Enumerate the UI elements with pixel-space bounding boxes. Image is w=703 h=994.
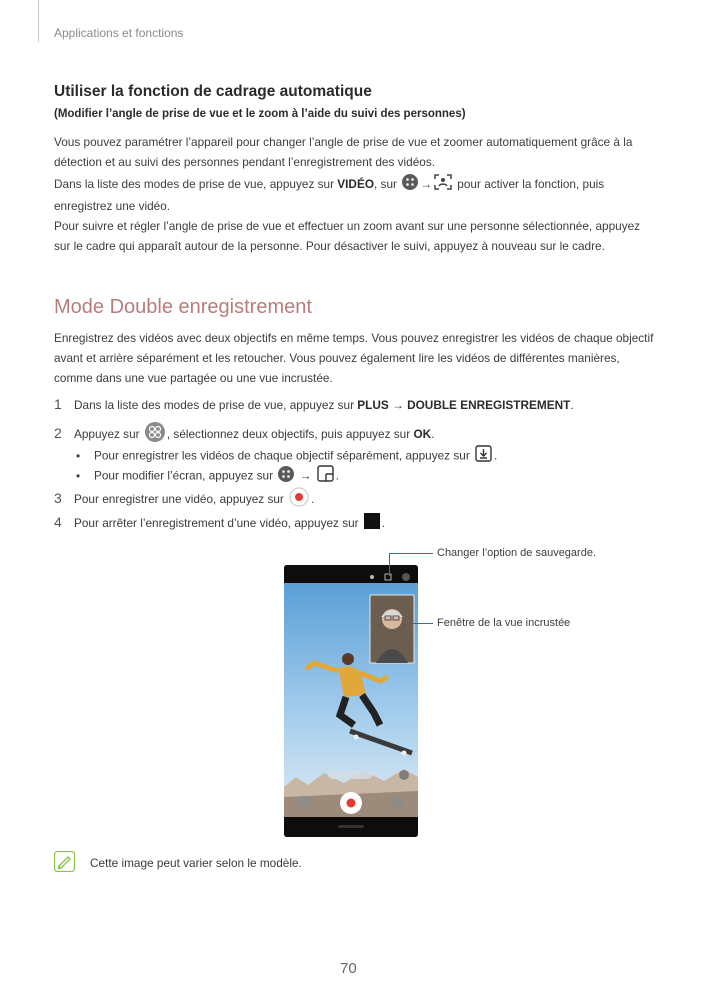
margin-line <box>38 0 39 42</box>
step-3: 3 Pour enregistrer une vidéo, appuyez sur . <box>54 487 314 513</box>
screen-layout-icon <box>317 465 334 488</box>
step-2: 2 Appuyez sur , sélectionnez deux objectifs, puis appuyez sur OK. <box>54 422 434 448</box>
record-icon <box>289 487 309 513</box>
settings-dots-icon <box>402 174 418 196</box>
save-separately-icon <box>475 445 492 468</box>
step-1: 1 Dans la liste des modes de prise de vue, appuyez sur PLUS → DOUBLE ENREGISTREMENT. <box>54 396 574 412</box>
stop-icon <box>364 513 380 535</box>
page-number: 70 <box>340 960 357 977</box>
note-icon <box>54 851 75 877</box>
section-subtitle: (Modifier l’angle de prise de vue et le zoom à l’aide du suivi des personnes) <box>54 108 466 120</box>
callout-save-option: Changer l’option de sauvegarde. <box>437 547 597 559</box>
phone-screenshot <box>284 565 418 837</box>
section-title-dual-recording: Mode Double enregistrement <box>54 296 312 318</box>
paragraph-activate-framing: Dans la liste des modes de prise de vue, appuyez sur VIDÉO, sur → pour activer la fonction, puis enregistrez une vidéo. <box>54 174 654 216</box>
bullet-save-separately: • Pour enregistrer les vidéos de chaque objectif séparément, appuyez sur . <box>76 445 497 468</box>
callout-line-pip <box>413 623 433 624</box>
paragraph-tracking: Pour suivre et régler l’angle de prise de vue et effectuer un zoom avant sur une personne sélectionnée, appuyez sur le cadre qui apparaît autour de la personne. Pour désactiver le suivi, appuyez à nouveau sur le cadre. <box>54 219 641 253</box>
callout-line-save <box>389 553 433 554</box>
callout-pip-window: Fenêtre de la vue incrustée <box>437 617 571 629</box>
keyword-video: VIDÉO <box>337 177 374 192</box>
section-title-auto-framing: Utiliser la fonction de cadrage automatique <box>54 83 372 100</box>
bullet-change-screen: • Pour modifier l’écran, appuyez sur → . <box>76 465 339 488</box>
paragraph-intro-framing: Vous pouvez paramétrer l’appareil pour changer l’angle de prise de vue et zoomer automatiquement grâce à la détection et au suivi des personnes pendant l’enregistrement des vidéos. <box>54 135 633 169</box>
settings-dots-icon <box>278 466 294 488</box>
paragraph-dual-intro: Enregistrez des vidéos avec deux objectifs en même temps. Vous pouvez enregistrer les vidéos de chaque objectif avant et arrière séparément et les retoucher. Vous pouvez également lire les vidéos de différentes manières, comme dans une vue partagée ou une vue incrustée. <box>54 331 654 385</box>
page-header: Applications et fonctions <box>54 26 184 40</box>
note-text: Cette image peut varier selon le modèle. <box>90 856 302 870</box>
auto-framing-icon <box>434 174 452 196</box>
step-4: 4 Pour arrêter l’enregistrement d’une vidéo, appuyez sur . <box>54 512 385 535</box>
callout-line-vertical <box>389 553 390 576</box>
